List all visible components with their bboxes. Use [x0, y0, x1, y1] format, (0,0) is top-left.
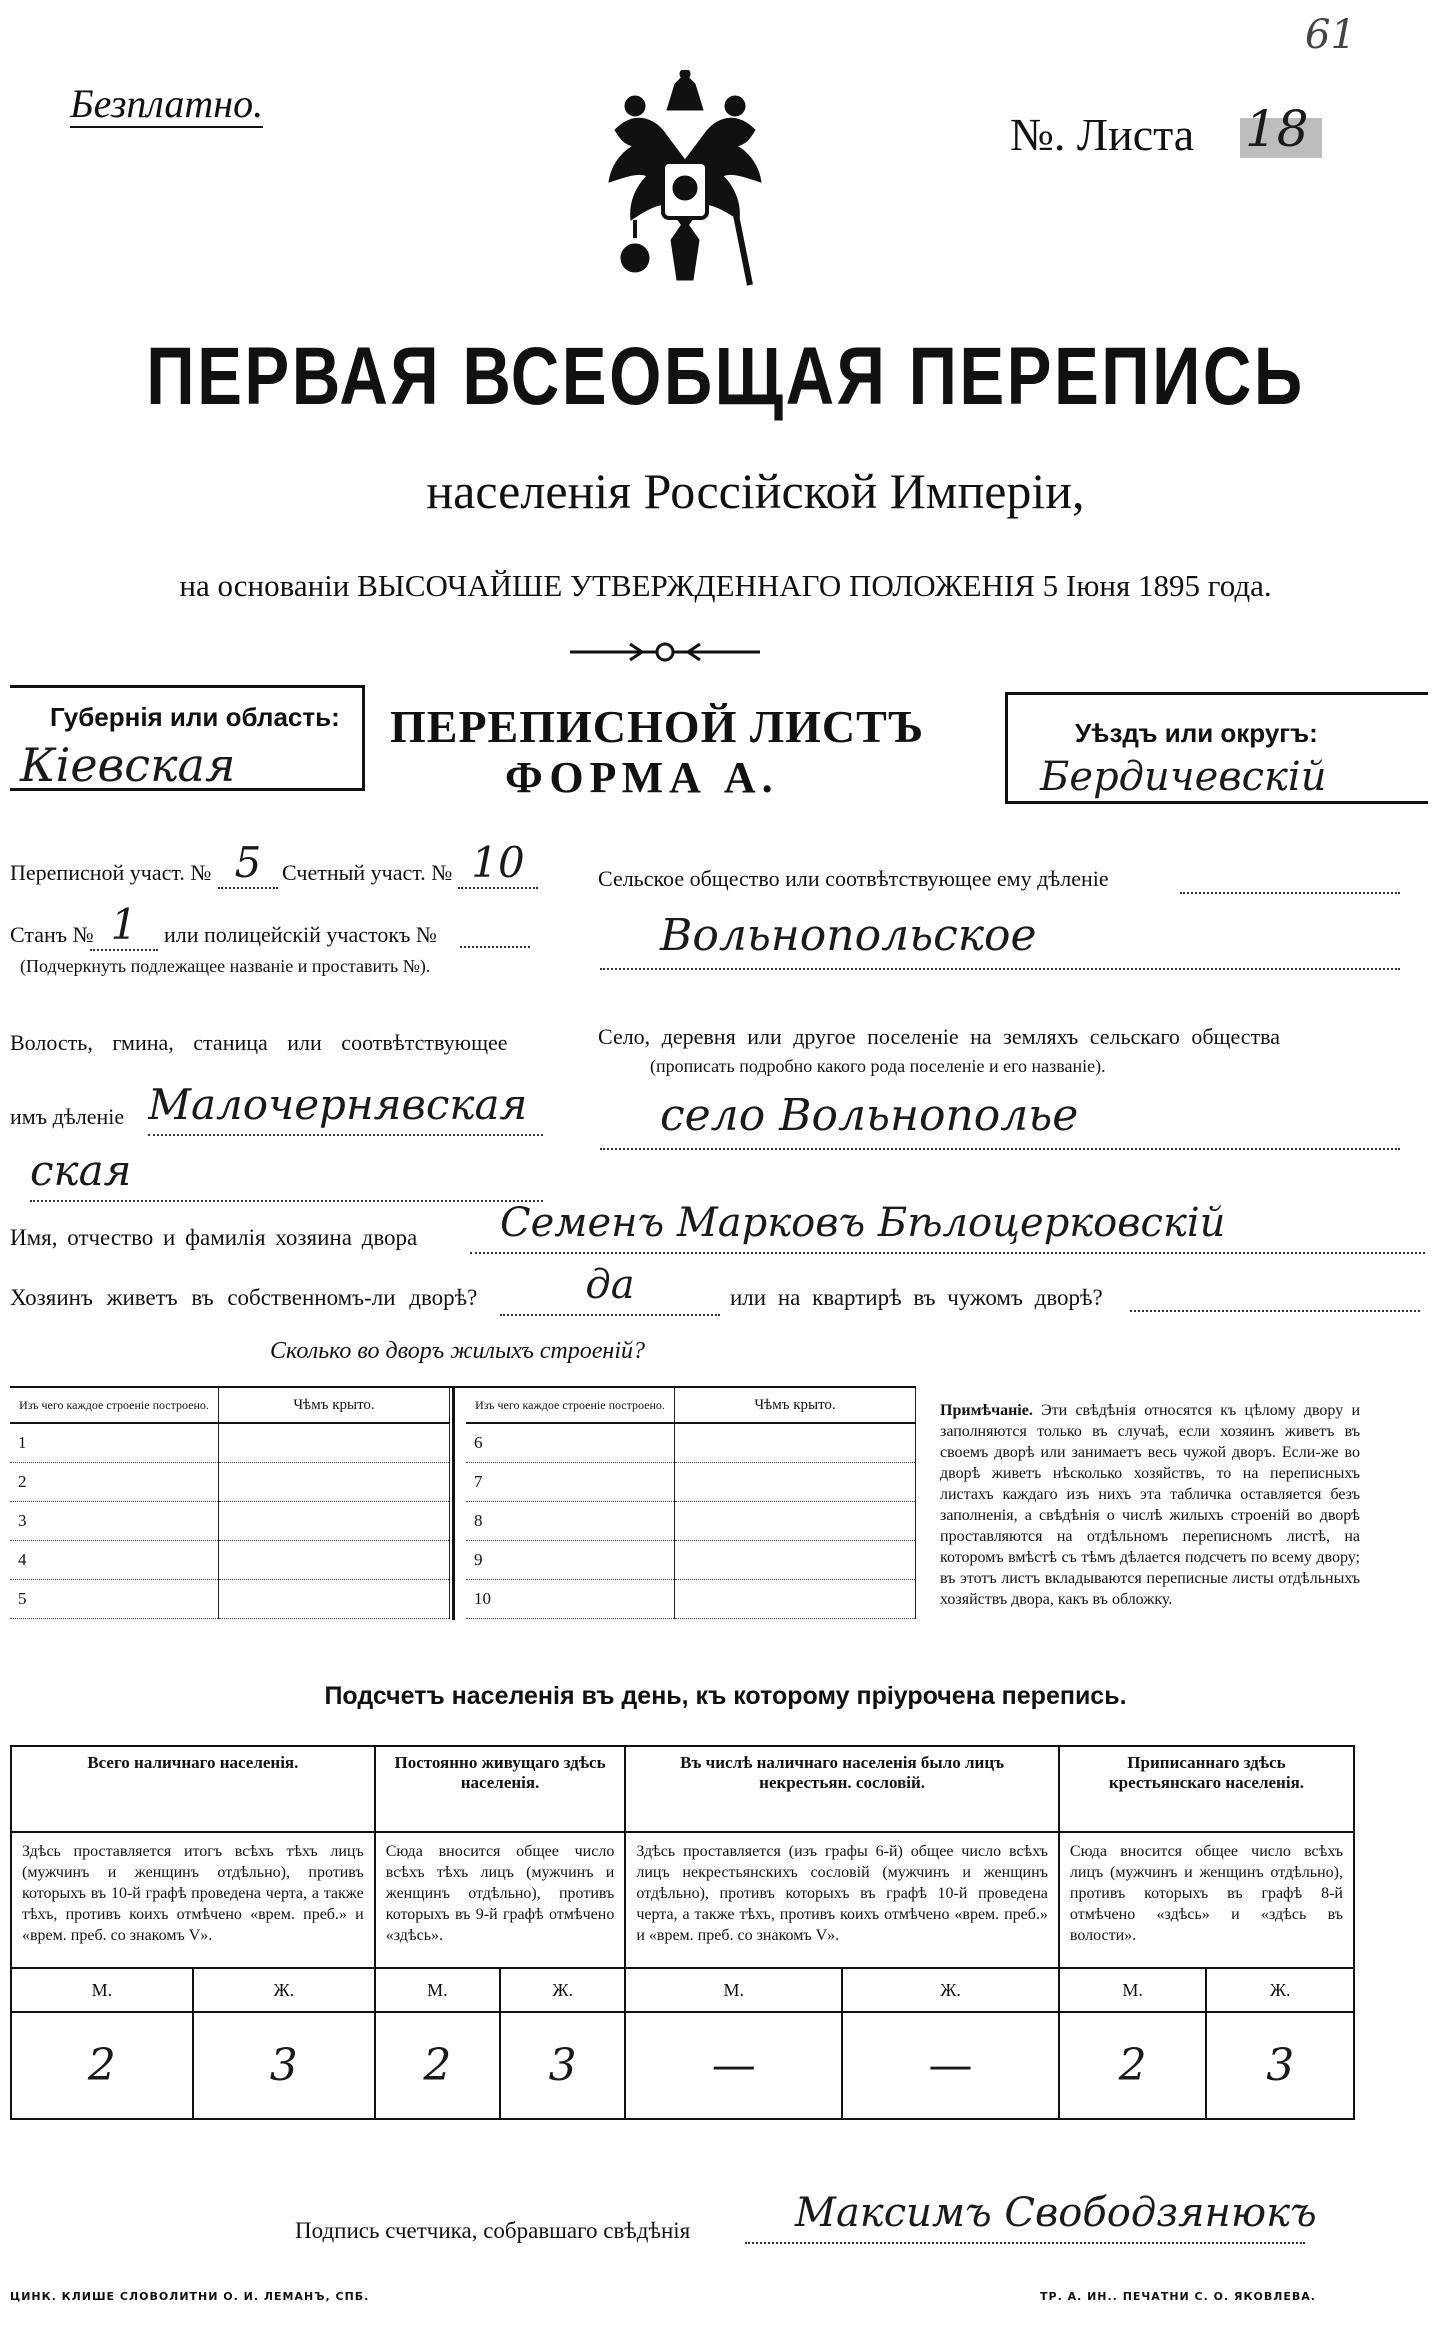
volost-label: Волость, гмина, станица или соотвѣтствующее [10, 1030, 508, 1055]
village-label: Село, деревня или другое поселеніе на земляхъ сельскаго общества [598, 1024, 1281, 1049]
pop-male-value: 2 [11, 2012, 193, 2119]
pop-female-value: 3 [500, 2012, 625, 2119]
table-row [466, 1541, 916, 1580]
police-section-value [460, 924, 530, 948]
pop-col-header: Всего наличнаго населенія. [11, 1746, 375, 1832]
page-title: ПЕРВАЯ ВСЕОБЩАЯ ПЕРЕПИСЬ [146, 331, 1305, 422]
row-number: 8 [466, 1502, 675, 1541]
pop-col-header: Постоянно живущаго здѣсь населенія. [375, 1746, 626, 1832]
table-row [10, 1502, 450, 1541]
buildings-divider [452, 1388, 455, 1620]
footer-left: ЦИНК. КЛИШЕ СЛОВОЛИТНИ О. И. ЛЕМАНЪ, СПБ. [10, 2290, 370, 2303]
rural-society-label: Сельское общество или соотвѣтствующее ему дѣленіе [598, 866, 1109, 891]
pop-male-value: 2 [375, 2012, 500, 2119]
rural-society-value: Вольнопольское [600, 910, 1400, 970]
imperial-eagle-emblem [575, 70, 795, 310]
stan-value: 1 [90, 900, 158, 951]
bld-col-material: Изъ чего каждое строеніе построено. [10, 1388, 219, 1423]
buildings-note [940, 1400, 1360, 1610]
volost-label-2: имъ дѣленіе [10, 1104, 125, 1129]
corner-note: 61 [1305, 12, 1356, 58]
table-row [466, 1580, 916, 1619]
note-title: Примѣчаніе. [940, 1402, 1033, 1419]
pop-male-value: 2 [1059, 2012, 1207, 2119]
footer-right: ТР. А. ИН.. ПЕЧАТНИ С. О. ЯКОВЛЕВА. [1040, 2290, 1316, 2303]
table-row [10, 1541, 450, 1580]
signature-label: Подпись счетчика, собравшаго свѣдѣнія [295, 2218, 691, 2243]
buildings-table-left [10, 1388, 450, 1619]
male-label: М. [625, 1968, 842, 2012]
pop-col-desc: Сюда вносится общее число всѣхъ лицъ (мужчинъ и женщинъ отдѣльно), противъ которыхъ въ графѣ 8-й отмѣчено «здѣсь» и «здѣсь въ волости». [1059, 1832, 1354, 1968]
volost-value: Малочернявская [148, 1080, 543, 1136]
pop-female-value: — [842, 2012, 1059, 2119]
table-row [466, 1423, 916, 1463]
stan-note: (Подчеркнуть подлежащее названіе и проставить №). [20, 956, 431, 976]
village-note: (прописать подробно какого рода поселеніе и его названіе). [650, 1056, 1106, 1076]
row-number: 4 [10, 1541, 219, 1580]
owner-value: Семенъ Марковъ Бѣлоцерковскій [470, 1200, 1425, 1254]
counting-section-value: 10 [458, 838, 538, 889]
row-number: 6 [466, 1423, 675, 1463]
village-value: село Вольнополье [600, 1090, 1400, 1150]
basis-line: на основаніи ВЫСОЧАЙШЕ УТВЕРЖДЕННАГО ПОЛОЖЕНІЯ 5 Іюня 1895 года. [179, 568, 1272, 603]
rented-residence-label: или на квартирѣ въ чужомъ дворѣ? [730, 1285, 1103, 1310]
bld-col-roof-2: Чѣмъ крыто. [675, 1388, 916, 1423]
pop-col-desc: Сюда вносится общее число всѣхъ тѣхъ лицъ (мужчинъ и женщинъ отдѣльно), противъ которыхъ въ 9-й графѣ отмѣчено «здѣсь». [375, 1832, 626, 1968]
owner-residence-value: да [500, 1262, 720, 1316]
rural-society-line [1180, 870, 1400, 894]
female-label: Ж. [193, 1968, 375, 2012]
table-row [10, 1423, 450, 1463]
rented-residence-line [1130, 1288, 1420, 1312]
pop-female-value: 3 [1206, 2012, 1354, 2119]
stan-label: Станъ № [10, 922, 94, 947]
row-number: 1 [10, 1423, 219, 1463]
signature-value: Максимъ Свободзянюкъ [745, 2190, 1305, 2244]
male-label: М. [375, 1968, 500, 2012]
bld-col-material-2: Изъ чего каждое строеніе построено. [466, 1388, 675, 1423]
male-label: М. [1059, 1968, 1207, 2012]
page-subtitle: населенія Россійской Имперіи, [426, 463, 1085, 519]
pop-male-value: — [625, 2012, 842, 2119]
male-label: М. [11, 1968, 193, 2012]
table-row [466, 1463, 916, 1502]
row-number: 3 [10, 1502, 219, 1541]
row-number: 5 [10, 1580, 219, 1619]
sheet-number-value: 18 [1245, 100, 1309, 158]
buildings-table-right [466, 1388, 916, 1619]
buildings-question: Сколько во дворъ жилыхъ строеній? [270, 1338, 645, 1364]
form-title: ПЕРЕПИСНОЙ ЛИСТЪ [390, 701, 925, 752]
pop-col-header: Въ числѣ наличнаго населенія было лицъ некрестьян. сословій. [625, 1746, 1059, 1832]
bld-col-roof: Чѣмъ крыто. [219, 1388, 450, 1423]
female-label: Ж. [500, 1968, 625, 2012]
owner-residence-label: Хозяинъ живетъ въ собственномъ-ли дворѣ? [10, 1285, 478, 1310]
table-row [466, 1502, 916, 1541]
pop-col-header: Приписаннаго здѣсь крестьянскаго населенія. [1059, 1746, 1354, 1832]
buildings-top-rule [10, 1386, 916, 1388]
row-number: 7 [466, 1463, 675, 1502]
stan-police-label: или полицейскій участокъ № [164, 922, 437, 947]
female-label: Ж. [1206, 1968, 1354, 2012]
sheet-number-label: №. Листа [1010, 109, 1195, 160]
counting-section-label: Счетный участ. № [282, 860, 453, 885]
province-label: Губернія или область: [50, 702, 340, 732]
pop-col-desc: Здѣсь проставляется (изъ графы 6-й) общее число всѣхъ лицъ некрестьянскихъ сословій (мужчинъ и женщинъ отдѣльно), противъ которыхъ въ графѣ 10-й проведена черта, а также тѣхъ, противъ коихъ отмѣчено «врем. преб.» и «врем. преб. со знакомъ V». [625, 1832, 1059, 1968]
district-value: Бердичевскій [1040, 754, 1327, 800]
census-section-label: Переписной участ. № [10, 860, 212, 885]
row-number: 2 [10, 1463, 219, 1502]
note-text: Эти свѣдѣнія относятся къ цѣлому двору и заполняются только въ случаѣ, если хозяинъ живетъ въ своемъ дворѣ или занимаетъ весь чужой дворъ. Если-же во дворѣ живетъ нѣсколько хозяйствъ, то на переписныхъ листахъ каждаго изъ нихъ эта табличка оставляется безъ заполненія, а свѣдѣнія о числѣ жилыхъ строеній во дворѣ проставляются на отдѣльномъ переписномъ листѣ, на которомъ вмѣстѣ съ тѣмъ дѣлается подсчетъ по всему двору; въ этотъ листъ вкладываются переписные листы отдѣльныхъ хозяйствъ двора, какъ въ обложку. [940, 1402, 1361, 1608]
owner-label: Имя, отчество и фамилія хозяина двора [10, 1225, 418, 1250]
population-table [10, 1745, 1355, 2120]
volost-value-2: ская [30, 1146, 543, 1202]
female-label: Ж. [842, 1968, 1059, 2012]
ornament-divider [570, 640, 760, 664]
province-value: Кіевская [20, 738, 236, 792]
table-row [10, 1580, 450, 1619]
district-label: Уѣздъ или округъ: [1075, 718, 1318, 748]
row-number: 10 [466, 1580, 675, 1619]
table-row [10, 1463, 450, 1502]
pop-female-value: 3 [193, 2012, 375, 2119]
pop-col-desc: Здѣсь проставляется итогъ всѣхъ тѣхъ лицъ (мужчинъ и женщинъ отдѣльно), противъ которыхъ въ 10-й графѣ проведена черта, а также тѣхъ, противъ коихъ отмѣчено «врем. преб.» и «врем. преб. со знакомъ V». [11, 1832, 375, 1968]
form-name: ФОРМА А. [505, 753, 779, 802]
row-number: 9 [466, 1541, 675, 1580]
free-label: Безплатно. [70, 81, 264, 126]
population-title: Подсчетъ населенія въ день, къ которому пріурочена перепись. [324, 1682, 1127, 1710]
census-section-value: 5 [218, 838, 278, 889]
